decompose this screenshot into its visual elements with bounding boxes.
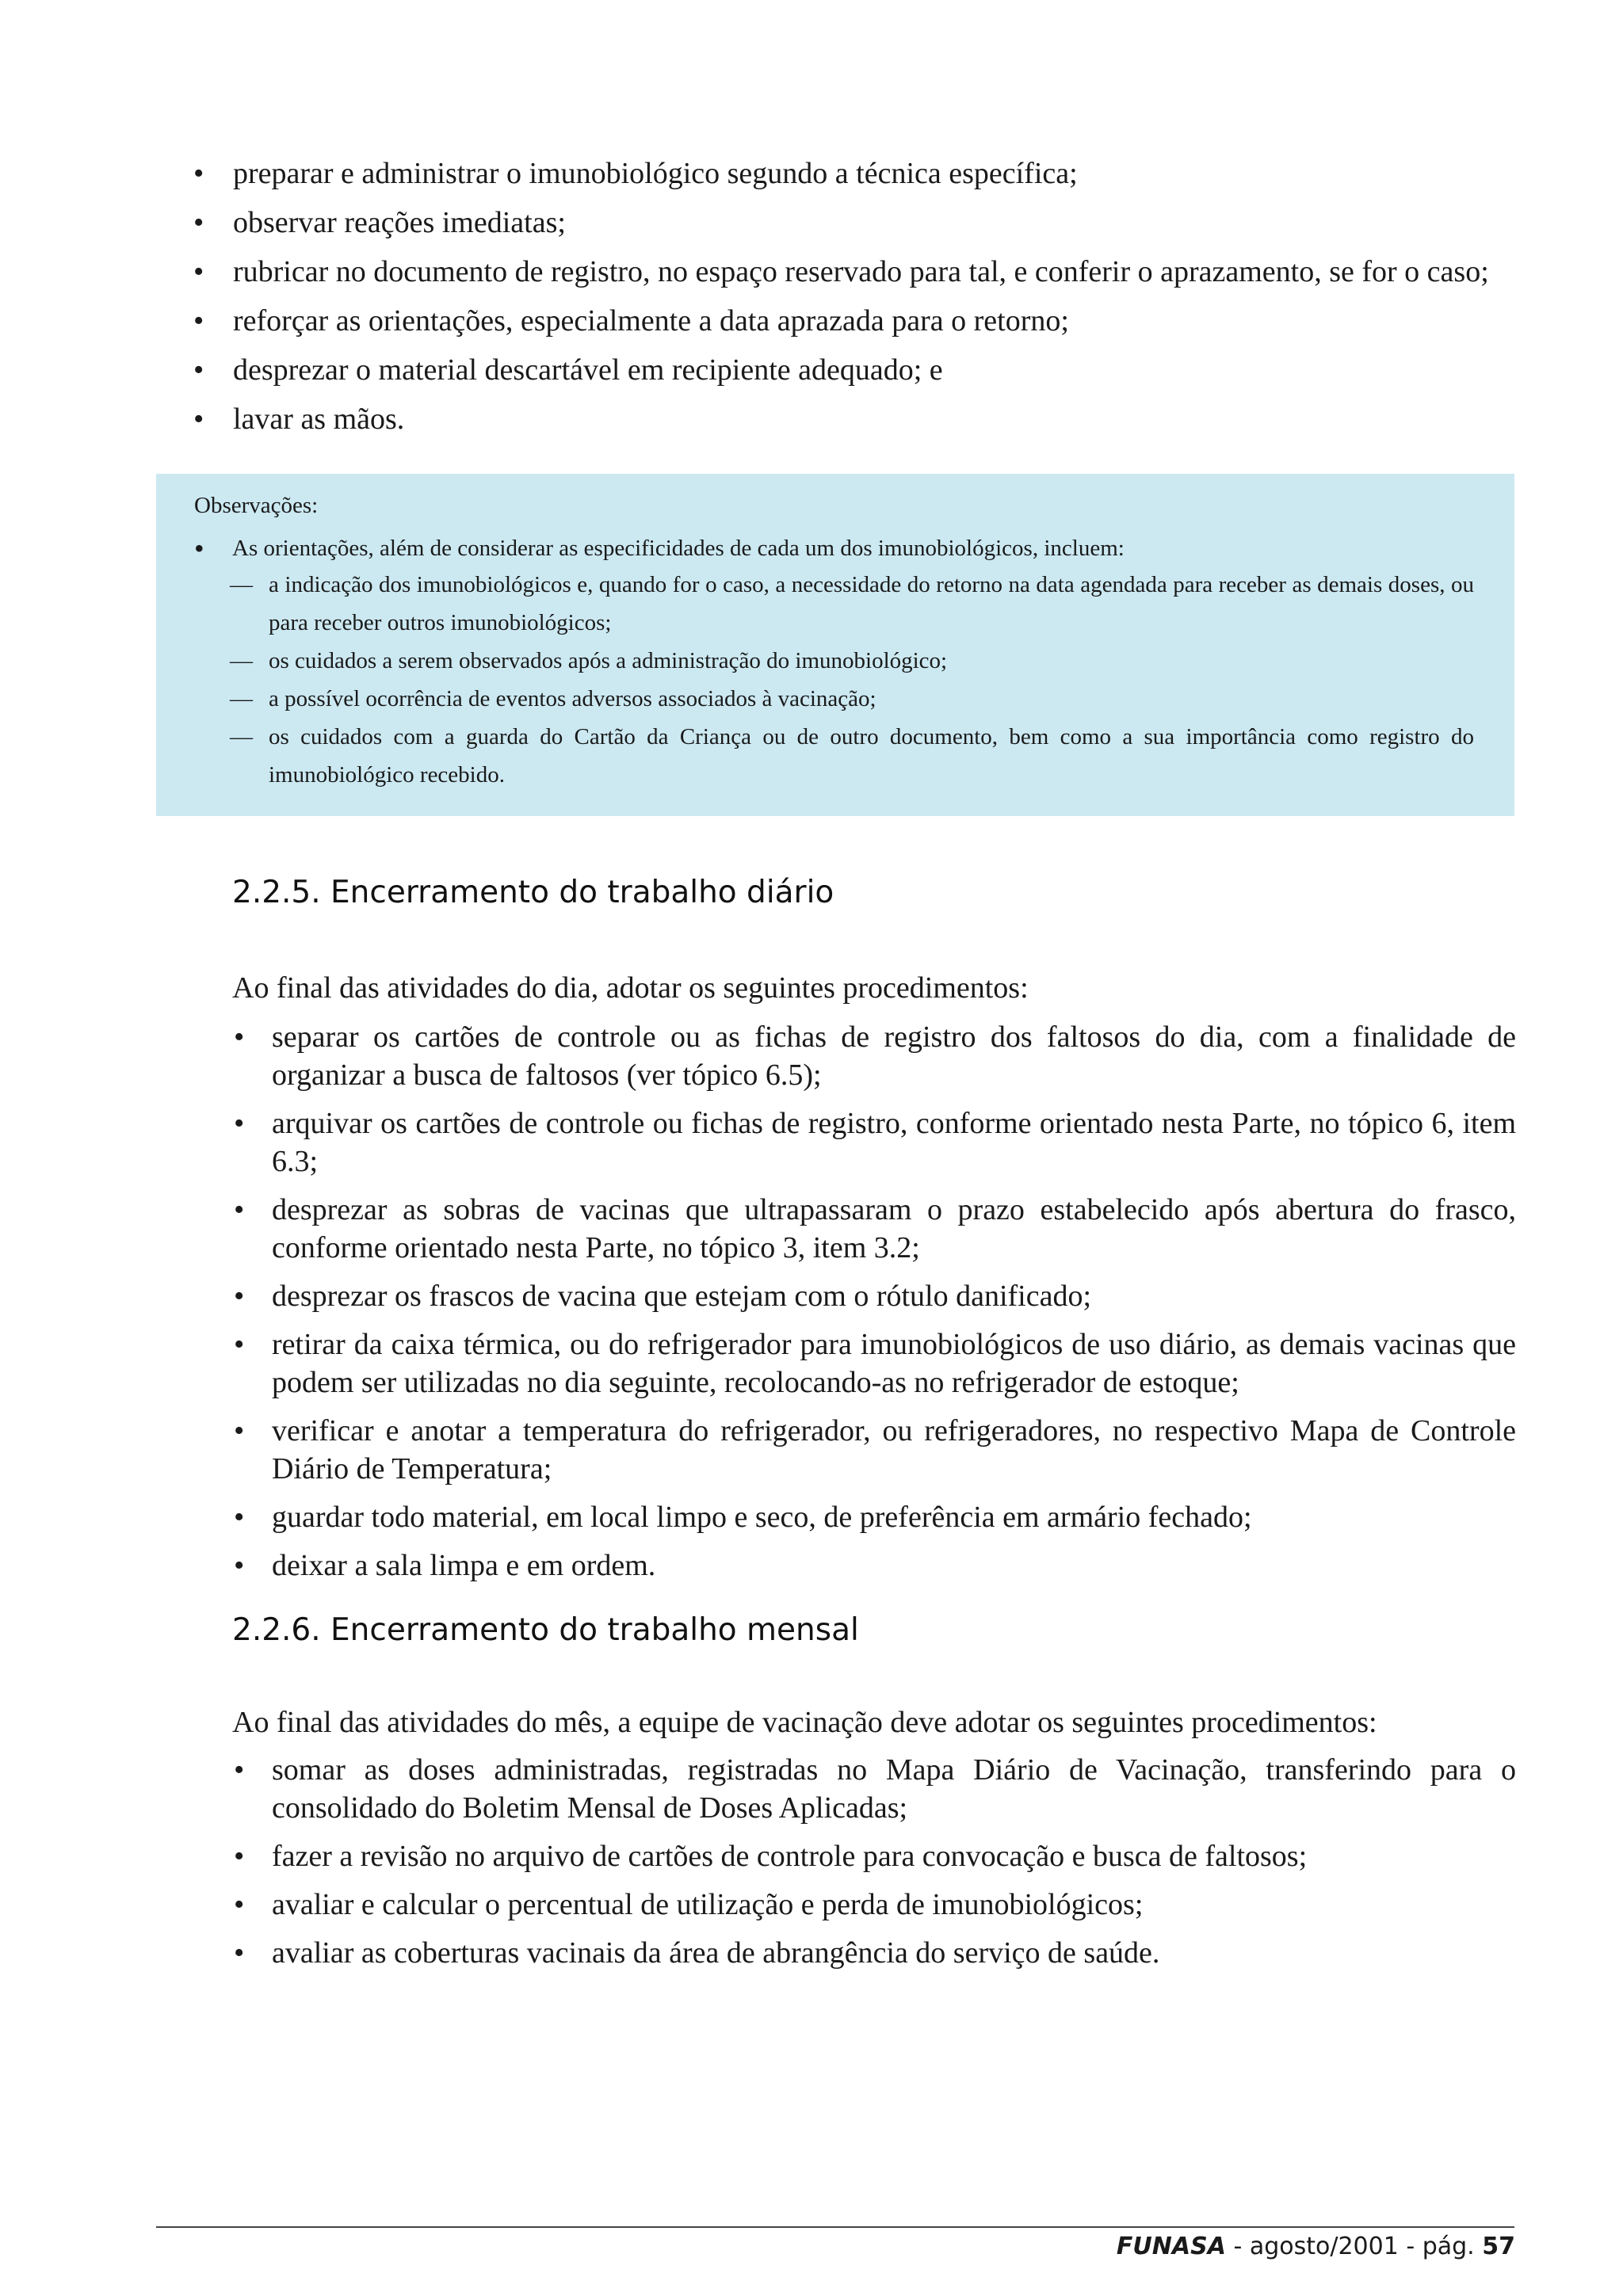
observations-box [156,474,1514,816]
list-item: • reforçar as orientações, especialmente a data aprazada para o retorno; [190,296,1522,345]
section-heading-daily-closing: 2.2.5. Encerramento do trabalho diário [232,875,834,910]
observations-lead: • As orientações, além de considerar as especificidades de cada um dos imunobiológicos, incluem: [194,529,1500,567]
list-item: • retirar da caixa térmica, ou do refrigerador para imunobiológicos de uso diário, as demais vacinas que podem ser utilizadas no dia seguinte, recolocando-as no refrigerador de estoque; [232,1325,1516,1402]
section-intro-daily: Ao final das atividades do dia, adotar os seguintes procedimentos: [232,971,1029,1005]
footer-date: - agosto/2001 - pág. [1225,2233,1483,2260]
list-item: • desprezar as sobras de vacinas que ultrapassaram o prazo estabelecido após abertura do frasco, conforme orientado nesta Parte, no tópico 3, item 3.2; [232,1191,1516,1267]
list-item: — a indicação dos imunobiológicos e, quando for o caso, a necessidade do retorno na data agendada para receber as demais doses, ou para receber outros imunobiológicos; [230,566,1474,642]
monthly-procedures-list [232,1751,1516,1982]
list-item: • separar os cartões de controle ou as fichas de registro dos faltosos do dia, com a finalidade de organizar a busca de faltosos (ver tópico 6.5); [232,1018,1516,1094]
list-item: • avaliar e calcular o percentual de utilização e perda de imunobiológicos; [232,1886,1516,1924]
list-item: • avaliar as coberturas vacinais da área de abrangência do serviço de saúde. [232,1934,1516,1972]
list-item: — os cuidados a serem observados após a administração do imunobiológico; [230,642,1474,680]
list-item: • verificar e anotar a temperatura do refrigerador, ou refrigeradores, no respectivo Mapa de Controle Diário de Temperatura; [232,1412,1516,1488]
list-item: • desprezar o material descartável em recipiente adequado; e [190,345,1522,395]
list-item: • desprezar os frascos de vacina que estejam com o rótulo danificado; [232,1277,1516,1315]
list-item: • fazer a revisão no arquivo de cartões de controle para convocação e busca de faltosos; [232,1837,1516,1875]
list-item: — os cuidados com a guarda do Cartão da Criança ou de outro documento, bem como a sua importância como registro do imunobiológico recebido. [230,718,1474,794]
list-item: • rubricar no documento de registro, no espaço reservado para tal, e conferir o aprazamento, se for o caso; [190,247,1522,296]
page-number: 57 [1482,2233,1515,2260]
list-item: • observar reações imediatas; [190,198,1522,247]
list-item: — a possível ocorrência de eventos adversos associados à vacinação; [230,680,1474,718]
page-footer [1117,2231,1515,2263]
intro-bullet-list [190,149,1522,444]
footer-brand: FUNASA [1116,2233,1226,2260]
daily-procedures-list [232,1018,1516,1595]
list-item: • somar as doses administradas, registradas no Mapa Diário de Vacinação, transferindo para o consolidado do Boletim Mensal de Doses Aplicadas; [232,1751,1516,1827]
section-intro-monthly: Ao final das atividades do mês, a equipe de vacinação deve adotar os seguintes procedimentos: [232,1706,1377,1739]
list-item: • preparar e administrar o imunobiológico segundo a técnica específica; [190,149,1522,198]
list-item: • guardar todo material, em local limpo e seco, de preferência em armário fechado; [232,1498,1516,1536]
observations-sublist [230,566,1474,794]
section-heading-monthly-closing: 2.2.6. Encerramento do trabalho mensal [232,1612,859,1648]
list-item: • lavar as mãos. [190,395,1522,444]
footer-divider [156,2226,1514,2228]
list-item: • arquivar os cartões de controle ou fichas de registro, conforme orientado nesta Parte, no tópico 6, item 6.3; [232,1104,1516,1180]
observations-title: Observações: [194,493,319,518]
list-item: • deixar a sala limpa e em ordem. [232,1547,1516,1585]
